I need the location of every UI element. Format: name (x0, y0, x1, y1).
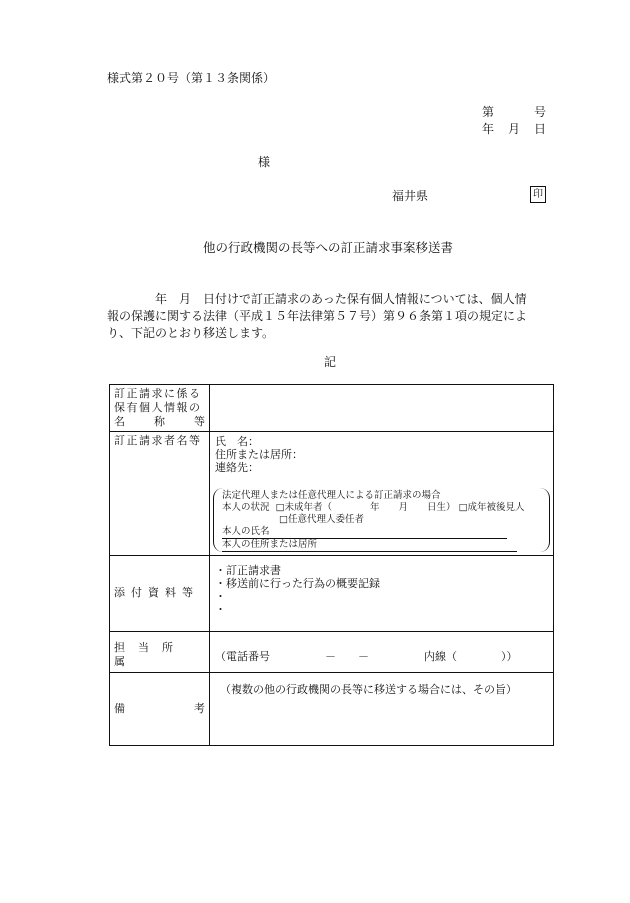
delegated-checkbox-option[interactable]: □任意代理人委任者 (279, 514, 364, 525)
sender-name: 福井県 (392, 189, 429, 203)
minor-checkbox-option[interactable]: □未成年者（ 年 月 日生） (275, 502, 456, 513)
phone-line: （電話番号 － － 内線（ ）） (215, 650, 518, 663)
row-department (110, 632, 554, 673)
row-attachments (110, 556, 554, 632)
label-line-2: 保有個人情報の (114, 401, 202, 414)
body-line-2: 報の保護に関する法律（平成１５年法律第５７号）第９６条第１項の規定によ (107, 309, 528, 323)
requester-name-label: 氏 名： (215, 435, 259, 448)
ki-heading: 記 (324, 355, 337, 369)
principal-name-line (222, 526, 525, 539)
value-cell-remarks[interactable] (210, 672, 554, 745)
remarks-note: （複数の他の行政機関の長等に移送する場合には、その旨） (220, 682, 517, 696)
row-remarks (110, 672, 554, 745)
requester-address-label: 住所または居所： (215, 448, 303, 461)
value-cell-department[interactable] (210, 632, 554, 673)
label-cell-attachments (110, 556, 210, 632)
value-cell-attachments[interactable] (210, 556, 554, 632)
delegated-line (222, 514, 525, 526)
body-line-3: り、下記のとおり移送します。 (107, 326, 275, 340)
label-line-1: 訂正請求に係る (114, 387, 202, 400)
label-cell-personal-info (110, 385, 210, 432)
document-date (482, 122, 546, 136)
remarks-label-a: 備 (114, 701, 125, 715)
date-tsuki: 月 (508, 122, 521, 136)
seal-mark: 印 (530, 186, 546, 203)
transfer-form-table (109, 384, 554, 746)
principal-address-line (222, 539, 525, 552)
doc-number-go: 号 (534, 105, 547, 119)
body-paragraph (107, 291, 557, 342)
document-number (482, 105, 546, 119)
agent-heading: 法定代理人または任意代理人による訂正請求の場合 (222, 490, 441, 501)
requester-contact-label: 連絡先： (215, 461, 259, 474)
principal-name-field[interactable]: 本人の氏名 (222, 526, 507, 539)
remarks-label-b: 考 (194, 701, 205, 715)
date-hi: 日 (534, 122, 547, 136)
label-line-3: 名 称 等 (114, 415, 205, 428)
principal-status-line (222, 502, 525, 514)
form-number: 様式第２０号（第１３条関係） (107, 71, 276, 85)
attachment-item-3: ・ (215, 590, 226, 603)
date-nen: 年 (482, 122, 495, 136)
ward-checkbox-option[interactable]: □成年被後見人 (458, 502, 525, 513)
attachment-item-2: ・移送前に行った行為の概要記録 (215, 577, 380, 590)
addressee-suffix: 様 (258, 155, 271, 169)
attachments-label: 添付資料等 (114, 586, 199, 600)
principal-address-field[interactable]: 本人の住所または居所 (222, 539, 517, 552)
agent-section (222, 490, 525, 552)
doc-number-dai: 第 (482, 105, 495, 119)
attachment-item-1: ・訂正請求書 (215, 564, 281, 577)
status-label: 本人の状況 (222, 502, 270, 513)
label-cell-remarks (110, 672, 210, 745)
document-title: 他の行政機関の長等への訂正請求事案移送書 (203, 240, 454, 255)
row-personal-info-name (110, 385, 554, 432)
value-cell-requester[interactable] (210, 432, 554, 556)
attachment-item-4: ・ (215, 603, 226, 616)
value-cell-personal-info[interactable] (210, 385, 554, 432)
body-line-1: 年 月 日付けで訂正請求のあった保有個人情報については、個人情 (107, 292, 527, 306)
requester-label: 訂正請求者名等 (114, 434, 202, 447)
label-cell-department (110, 632, 210, 673)
department-label: 担当所属 (114, 641, 186, 669)
row-requester (110, 432, 554, 556)
label-cell-requester (110, 432, 210, 556)
